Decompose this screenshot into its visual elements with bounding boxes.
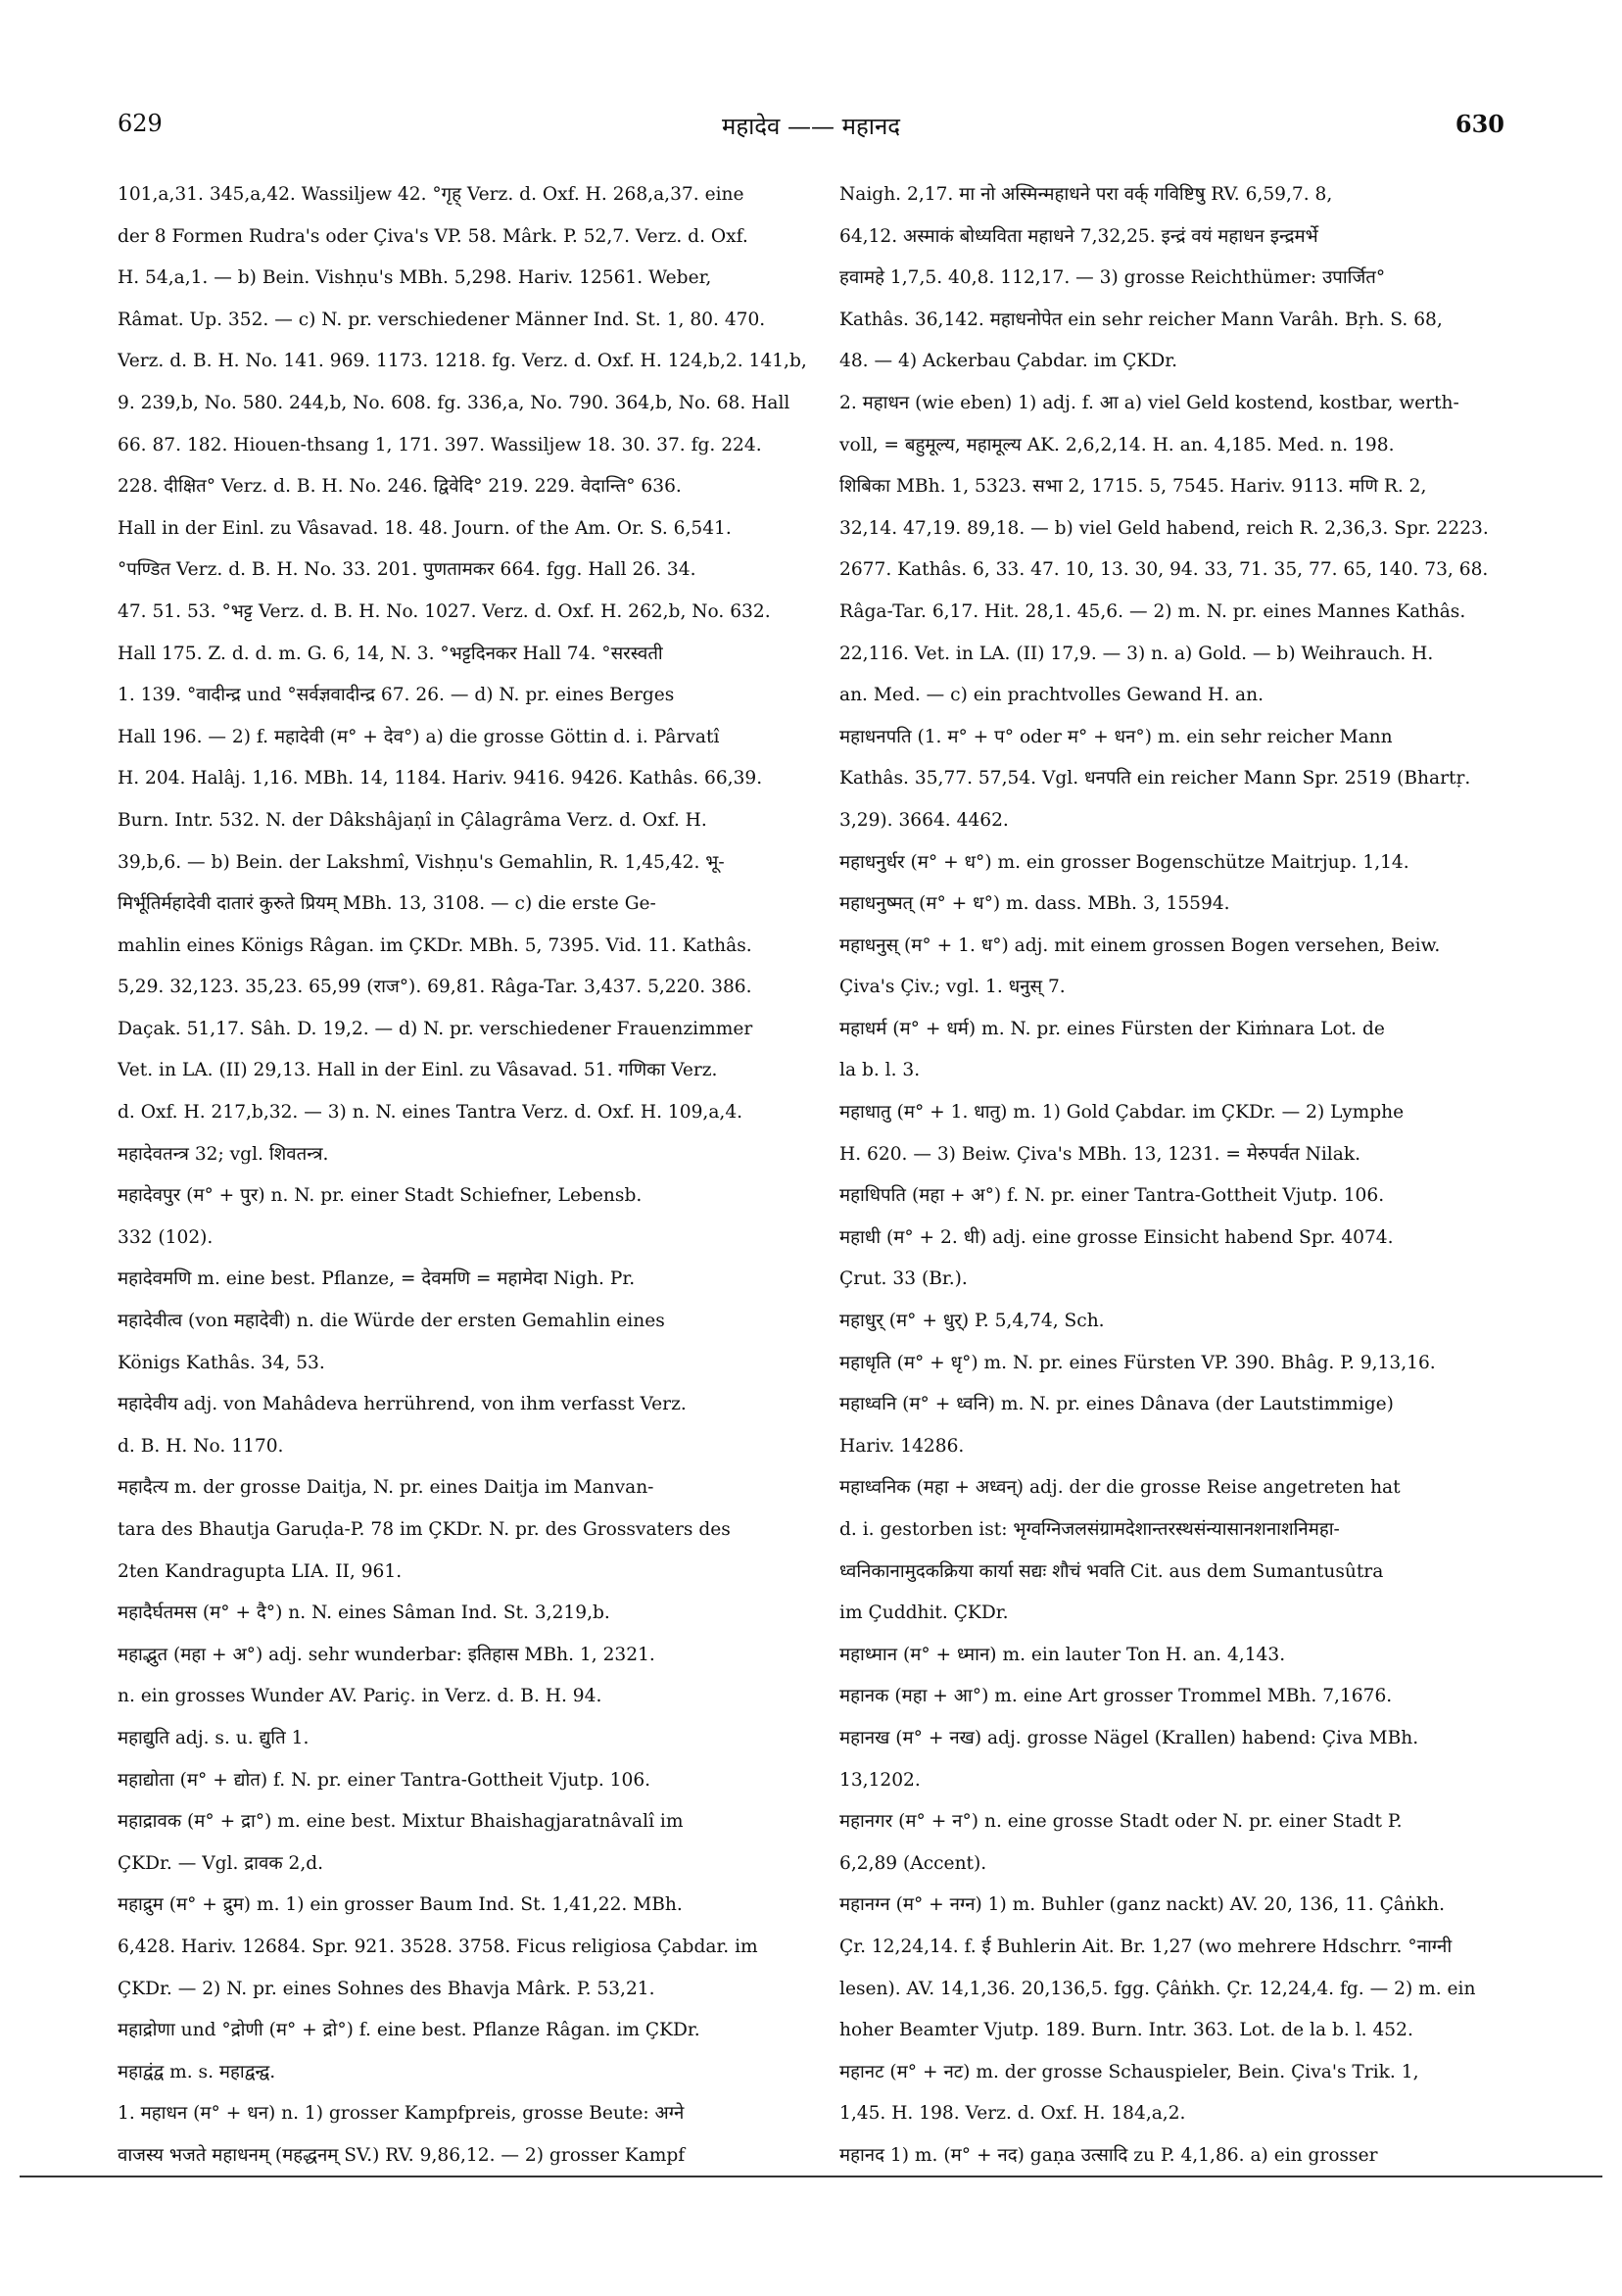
- text-line: 47. 51. 53. °भट्ट Verz. d. B. H. No. 1027. Verz. d. Oxf. H. 262,b, No. 632.: [118, 600, 771, 622]
- text-line: 9. 239,b, No. 580. 244,b, No. 608. fg. 336,a, No. 790. 364,b, No. 68. Hall: [118, 392, 790, 413]
- text-line: महादेवपुर (म° + पुर) n. N. pr. einer Stadt Schiefner, Lebensb.: [118, 1185, 643, 1207]
- text-line: H. 620. — 3) Beiw. Çiva's MBh. 13, 1231. = मेरुपर्वत Nilak.: [839, 1143, 1360, 1165]
- text-line: lesen). AV. 14,1,36. 20,136,5. fgg. Çâṅkh. Çr. 12,24,4. fg. — 2) m. ein: [839, 1978, 1476, 1999]
- text-line: महाधर्म (म° + धर्म) m. N. pr. eines Fürsten der Kiṁnara Lot. de: [839, 1018, 1385, 1039]
- text-line: महाद्भुत (महा + अ°) adj. sehr wunderbar: इतिहास MBh. 1, 2321.: [118, 1644, 655, 1665]
- text-line: 6,428. Hariv. 12684. Spr. 921. 3528. 3758. Ficus religiosa Çabdar. im: [118, 1936, 758, 1957]
- text-line: Hariv. 14286.: [839, 1435, 965, 1457]
- text-line: Königs Kathâs. 34, 53.: [118, 1352, 325, 1373]
- text-line: 48. — 4) Ackerbau Çabdar. im ÇKDr.: [839, 351, 1177, 372]
- text-line: 1,45. H. 198. Verz. d. Oxf. H. 184,a,2.: [839, 2103, 1186, 2125]
- text-line: महाद्रावक (म° + द्रा°) m. eine best. Mixtur Bhaishagjaratnâvalî im: [118, 1811, 684, 1833]
- text-line: d. i. gestorben ist: भृग्वग्निजलसंग्रामदेशान्तरस्थसंन्यासानशनाशनिमहा-: [839, 1519, 1340, 1540]
- text-line: Râga-Tar. 6,17. Hit. 28,1. 45,6. — 2) m. N. pr. eines Mannes Kathâs.: [839, 600, 1466, 622]
- text-line: महादैत्य m. der grosse Daitja, N. pr. eines Daitja im Manvan-: [118, 1477, 654, 1499]
- text-line: 5,29. 32,123. 35,23. 65,99 (राज°). 69,81. Râga-Tar. 3,437. 5,220. 386.: [118, 977, 752, 998]
- text-line: महाद्रोणा und °द्रोणी (म° + द्रो°) f. eine best. Pflanze Râgan. im ÇKDr.: [118, 2020, 700, 2041]
- text-line: महादेवीत्व (von महादेवी) n. die Würde der ersten Gemahlin eines: [118, 1311, 665, 1332]
- text-line: महाधिपति (महा + अ°) f. N. pr. einer Tantra-Gottheit Vjutp. 106.: [839, 1185, 1385, 1207]
- text-line: वाजस्य भजते महाधनम् (महद्धनम् SV.) RV. 9,86,12. — 2) grosser Kampf: [118, 2144, 686, 2166]
- text-line: 2677. Kathâs. 6, 33. 47. 10, 13. 30, 94. 33, 71. 35, 77. 65, 140. 73, 68.: [839, 559, 1489, 581]
- text-line: महाध्वनि (म° + ध्वनि) m. N. pr. eines Dânava (der Lautstimmige): [839, 1394, 1394, 1415]
- left-page-number: 629: [118, 110, 163, 137]
- page-header: [118, 110, 1504, 149]
- text-line: महादेवमणि m. eine best. Pflanze, = देवमणि = महामेदा Nigh. Pr.: [118, 1268, 636, 1290]
- text-line: hoher Beamter Vjutp. 189. Burn. Intr. 363. Lot. de la b. l. 452.: [839, 2020, 1413, 2041]
- text-line: d. Oxf. H. 217,b,32. — 3) n. N. eines Tantra Verz. d. Oxf. H. 109,a,4.: [118, 1102, 743, 1124]
- text-line: Râmat. Up. 352. — c) N. pr. verschiedener Männer Ind. St. 1, 80. 470.: [118, 309, 766, 330]
- text-line: महानख (म° + नख) adj. grosse Nägel (Krallen) habend: Çiva MBh.: [839, 1727, 1419, 1748]
- text-line: 228. दीक्षित° Verz. d. B. H. No. 246. द्विवेदि° 219. 229. वेदान्ति° 636.: [118, 476, 682, 498]
- text-line: महानट (म° + नट) m. der grosse Schauspieler, Bein. Çiva's Trik. 1,: [839, 2061, 1419, 2082]
- text-line: Hall 196. — 2) f. महादेवी (म° + देव°) a) die grosse Göttin d. i. Pârvatî: [118, 726, 720, 747]
- text-line: शिबिका MBh. 1, 5323. सभा 2, 1715. 5, 7545. Hariv. 9113. मणि R. 2,: [839, 476, 1427, 498]
- text-line: 1. महाधन (म° + धन) n. 1) grosser Kampfpreis, grosse Beute: अग्ने: [118, 2103, 685, 2125]
- running-title: महादेव —— महानद: [721, 113, 901, 140]
- text-line: Naigh. 2,17. मा नो अस्मिन्महाधने परा वर्क् गविष्टिषु RV. 6,59,7. 8,: [839, 184, 1333, 205]
- text-line: महाधृति (म° + धृ°) m. N. pr. eines Fürsten VP. 390. Bhâg. P. 9,13,16.: [839, 1352, 1436, 1373]
- text-line: la b. l. 3.: [839, 1060, 921, 1081]
- text-line: an. Med. — c) ein prachtvolles Gewand H. an.: [839, 685, 1264, 706]
- text-line: हवामहे 1,7,5. 40,8. 112,17. — 3) grosse Reichthümer: उपार्जित°: [839, 267, 1386, 289]
- text-line: H. 54,a,1. — b) Bein. Vishṇu's MBh. 5,298. Hariv. 12561. Weber,: [118, 267, 712, 289]
- text-line: 32,14. 47,19. 89,18. — b) viel Geld habend, reich R. 2,36,3. Spr. 2223.: [839, 517, 1489, 539]
- text-line: महाध्मान (म° + ध्मान) m. ein lauter Ton H. an. 4,143.: [839, 1644, 1286, 1665]
- right-column: [839, 174, 1540, 2177]
- text-line: मिर्भूतिर्महादेवी दातारं कुरुते प्रियम् MBh. 13, 3108. — c) die erste Ge-: [118, 893, 656, 915]
- text-line: tara des Bhautja Garuḍa-P. 78 im ÇKDr. N. pr. des Grossvaters des: [118, 1519, 731, 1540]
- text-line: 39,b,6. — b) Bein. der Lakshmî, Vishṇu's Gemahlin, R. 1,45,42. भू-: [118, 851, 725, 873]
- text-line: महाधनुर्धर (म° + ध°) m. ein grosser Bogenschütze Maitrjup. 1,14.: [839, 851, 1409, 873]
- text-line: n. ein grosses Wunder AV. Pariç. in Verz. d. B. H. 94.: [118, 1686, 602, 1707]
- text-line: 1. 139. °वादीन्द्र und °सर्वज्ञवादीन्द्र 67. 26. — d) N. pr. eines Berges: [118, 685, 675, 706]
- left-column: [118, 174, 818, 2177]
- text-line: 2. महाधन (wie eben) 1) adj. f. आ a) viel Geld kostend, kostbar, werth-: [839, 392, 1459, 413]
- text-line: ÇKDr. — Vgl. द्रावक 2,d.: [118, 1852, 324, 1874]
- text-line: महाधुर् (म° + धुर्) P. 5,4,74, Sch.: [839, 1311, 1105, 1332]
- text-line: der 8 Formen Rudra's oder Çiva's VP. 58. Mârk. P. 52,7. Verz. d. Oxf.: [118, 225, 748, 247]
- text-line: Burn. Intr. 532. N. der Dâkshâjaṇî in Çâlagrâma Verz. d. Oxf. H.: [118, 809, 707, 831]
- text-line: महाधातु (म° + 1. धातु) m. 1) Gold Çabdar. im ÇKDr. — 2) Lymphe: [839, 1102, 1405, 1124]
- text-line: 13,1202.: [839, 1769, 921, 1791]
- text-line: 22,116. Vet. in LA. (II) 17,9. — 3) n. a) Gold. — b) Weihrauch. H.: [839, 643, 1434, 664]
- bottom-rule: [20, 2176, 1602, 2177]
- text-line: ÇKDr. — 2) N. pr. eines Sohnes des Bhavja Mârk. P. 53,21.: [118, 1978, 655, 1999]
- text-line: ध्वनिकानामुदकक्रिया कार्या सद्यः शौचं भवति Cit. aus dem Sumantusûtra: [839, 1560, 1384, 1582]
- text-line: Verz. d. B. H. No. 141. 969. 1173. 1218. fg. Verz. d. Oxf. H. 124,b,2. 141,b,: [118, 351, 807, 372]
- text-line: महाध्वनिक (महा + अध्वन्) adj. der die grosse Reise angetreten hat: [839, 1477, 1401, 1499]
- text-line: महादेवतन्त्र 32; vgl. शिवतन्त्र.: [118, 1143, 329, 1165]
- text-line: महानक (महा + आ°) m. eine Art grosser Trommel MBh. 7,1676.: [839, 1686, 1393, 1707]
- text-line: 101,a,31. 345,a,42. Wassiljew 42. °गृह् Verz. d. Oxf. H. 268,a,37. eine: [118, 184, 744, 205]
- text-line: महानद 1) m. (म° + नद) gaṇa उत्सादि zu P. 4,1,86. a) ein grosser: [839, 2144, 1378, 2166]
- text-line: voll, = बहुमूल्य, महामूल्य AK. 2,6,2,14. H. an. 4,185. Med. n. 198.: [839, 434, 1395, 455]
- text-line: 64,12. अस्माकं बोध्यविता महाधने 7,32,25. इन्द्रं वयं महाधन इन्द्रमर्भे: [839, 225, 1318, 247]
- text-line: Hall in der Einl. zu Vâsavad. 18. 48. Journ. of the Am. Or. S. 6,541.: [118, 517, 732, 539]
- text-line: d. B. H. No. 1170.: [118, 1435, 284, 1457]
- text-line: महाद्योता (म° + द्योत) f. N. pr. einer Tantra-Gottheit Vjutp. 106.: [118, 1769, 651, 1791]
- text-line: महादैर्घतमस (म° + दै°) n. N. eines Sâman Ind. St. 3,219,b.: [118, 1602, 610, 1624]
- text-line: महानगर (म° + न°) n. eine grosse Stadt oder N. pr. einer Stadt P.: [839, 1811, 1403, 1833]
- text-line: 3,29). 3664. 4462.: [839, 809, 1009, 831]
- right-page-number: 630: [1455, 110, 1504, 138]
- text-line: महाद्युति adj. s. u. द्युति 1.: [118, 1727, 310, 1748]
- text-line: Hall 175. Z. d. d. m. G. 6, 14, N. 3. °भट्टदिनकर Hall 74. °सरस्वती: [118, 643, 663, 664]
- text-line: Vet. in LA. (II) 29,13. Hall in der Einl. zu Vâsavad. 51. गणिका Verz.: [118, 1060, 718, 1081]
- text-line: °पण्डित Verz. d. B. H. No. 33. 201. पुणतामकर 664. fgg. Hall 26. 34.: [118, 559, 696, 581]
- text-line: Çrut. 33 (Br.).: [839, 1268, 968, 1290]
- text-line: Kathâs. 35,77. 57,54. Vgl. धनपति ein reicher Mann Spr. 2519 (Bhartṛ.: [839, 768, 1471, 789]
- text-line: 66. 87. 182. Hiouen-thsang 1, 171. 397. Wassiljew 18. 30. 37. fg. 224.: [118, 434, 762, 455]
- text-line: महाधनपति (1. म° + प° oder म° + धन°) m. ein sehr reicher Mann: [839, 726, 1393, 747]
- text-line: महाधनुस् (म° + 1. ध°) adj. mit einem grossen Bogen versehen, Beiw.: [839, 934, 1441, 956]
- text-line: Çr. 12,24,14. f. ई Buhlerin Ait. Br. 1,27 (wo mehrere Hdschrr. °नाग्नी: [839, 1936, 1453, 1957]
- text-line: महाद्रुम (म° + द्रुम) m. 1) ein grosser Baum Ind. St. 1,41,22. MBh.: [118, 1894, 683, 1916]
- text-line: Çiva's Çiv.; vgl. 1. धनुस् 7.: [839, 977, 1066, 998]
- text-line: महादेवीय adj. von Mahâdeva herrührend, von ihm verfasst Verz.: [118, 1394, 687, 1415]
- text-line: 332 (102).: [118, 1226, 214, 1248]
- text-line: महानग्न (म° + नग्न) 1) m. Buhler (ganz nackt) AV. 20, 136, 11. Çâṅkh.: [839, 1894, 1446, 1916]
- text-line: महाधनुष्मत् (म° + ध°) m. dass. MBh. 3, 15594.: [839, 893, 1230, 915]
- text-line: महाधी (म° + 2. धी) adj. eine grosse Einsicht habend Spr. 4074.: [839, 1226, 1394, 1248]
- text-line: 6,2,89 (Accent).: [839, 1852, 987, 1874]
- text-line: महाद्वंद्व m. s. महाद्वन्द्व.: [118, 2061, 276, 2082]
- text-line: Daçak. 51,17. Sâh. D. 19,2. — d) N. pr. verschiedener Frauenzimmer: [118, 1018, 753, 1039]
- text-line: im Çuddhit. ÇKDr.: [839, 1602, 1009, 1624]
- text-line: H. 204. Halâj. 1,16. MBh. 14, 1184. Hariv. 9416. 9426. Kathâs. 66,39.: [118, 768, 763, 789]
- text-line: Kathâs. 36,142. महाधनोपेत ein sehr reicher Mann Varâh. Bṛh. S. 68,: [839, 309, 1443, 330]
- text-line: 2ten Kandragupta LIA. II, 961.: [118, 1560, 403, 1582]
- text-line: mahlin eines Königs Râgan. im ÇKDr. MBh. 5, 7395. Vid. 11. Kathâs.: [118, 934, 752, 956]
